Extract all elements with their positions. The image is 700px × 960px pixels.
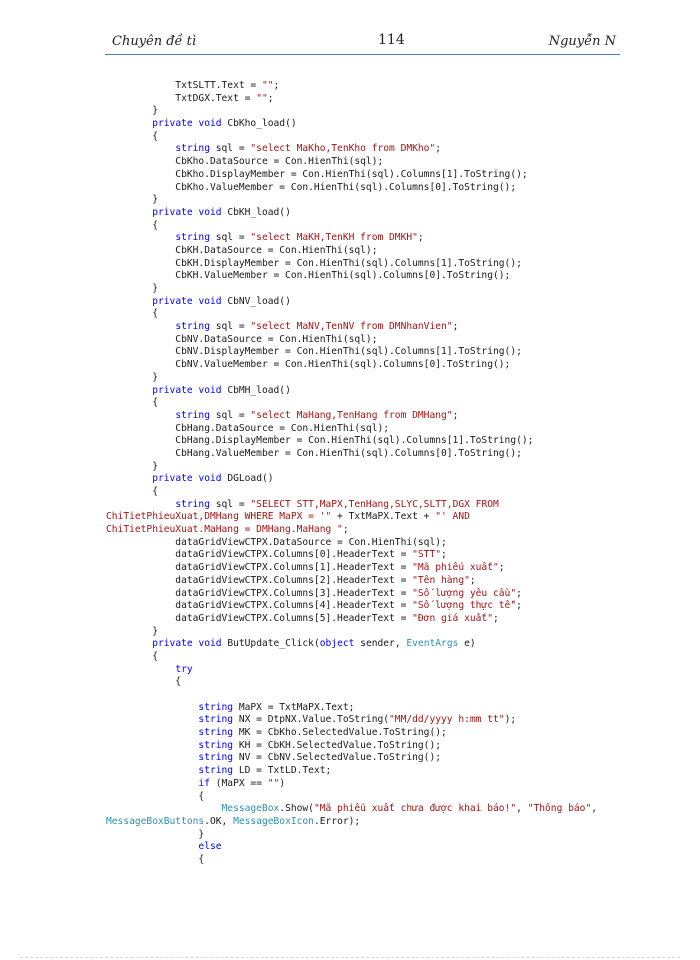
header-author-right: Nguyễn N [548, 34, 616, 49]
code-line [106, 829, 636, 842]
code-token: ; [469, 574, 476, 586]
code-token: if [198, 777, 210, 789]
code-line [106, 600, 636, 613]
code-token: void [198, 473, 222, 485]
code-token [106, 499, 175, 510]
code-listing [106, 80, 636, 867]
code-line [106, 549, 636, 562]
code-token [106, 118, 152, 129]
code-token: CbKho_load() [221, 118, 297, 130]
code-token: ; [452, 409, 459, 421]
code-line [106, 499, 636, 512]
code-token: "" [261, 80, 274, 91]
code-token: } [106, 828, 205, 840]
code-token: sql = [209, 409, 251, 421]
code-token [106, 702, 198, 713]
code-token: ; [273, 80, 280, 91]
code-line [106, 232, 636, 245]
code-token [106, 321, 175, 332]
code-token: } [106, 194, 158, 206]
code-token: + TxtMaPX.Text + [331, 511, 436, 523]
code-token: ButUpdate_Click( [221, 638, 320, 650]
code-token: sql = [209, 498, 251, 510]
code-line [106, 626, 636, 639]
code-token: private [152, 638, 193, 650]
code-token: ) [279, 777, 286, 789]
code-token: { [106, 130, 158, 142]
code-line [106, 105, 636, 118]
code-line [106, 194, 636, 207]
code-line [106, 169, 636, 182]
code-token: dataGridViewCTPX.DataSource = Con.HienThi(sql); [106, 536, 447, 548]
code-token: else [198, 841, 222, 853]
code-line [106, 588, 636, 601]
code-token: CbNV.DisplayMember = Con.HienThi(sql).Columns[1].ToString(); [106, 346, 522, 358]
code-token: { [106, 650, 158, 662]
code-line [106, 131, 636, 144]
code-line [106, 143, 636, 156]
code-token: "select MaNV,TenNV from DMNhanVien" [250, 321, 453, 333]
code-token: MK = CbKho.SelectedValue.ToString(); [233, 727, 447, 739]
code-line [106, 651, 636, 664]
code-token: "select MaKho,TenKho from DMKho" [250, 143, 436, 155]
code-line [106, 752, 636, 765]
code-line [106, 156, 636, 169]
code-token: CbKH_load() [221, 206, 291, 218]
code-token: TxtSLTT.Text = [106, 80, 262, 91]
code-token: "select MaKH,TenKH from DMKH" [250, 232, 418, 244]
code-line [106, 727, 636, 740]
code-token: try [175, 663, 193, 675]
code-token: { [106, 790, 205, 802]
code-token: "STT" [412, 549, 442, 561]
code-token: .Show( [279, 803, 314, 815]
code-token: void [198, 118, 222, 130]
code-token: void [198, 295, 222, 307]
code-line [106, 854, 636, 867]
code-token: dataGridViewCTPX.Columns[2].HeaderText = [106, 574, 413, 586]
code-token: ; [516, 587, 522, 599]
code-line [106, 321, 636, 334]
code-token: TxtDGX.Text = [106, 92, 257, 104]
code-token [106, 765, 198, 776]
code-line [106, 511, 636, 524]
code-token: CbKho.DisplayMember = Con.HienThi(sql).Columns[1].ToString(); [106, 168, 528, 180]
code-line [106, 245, 636, 258]
code-token: ChiTietPhieuXuat,DMHang WHERE MaPX = '" [106, 511, 332, 523]
code-line [106, 689, 636, 702]
code-line [106, 207, 636, 220]
code-token [106, 207, 152, 218]
code-token: CbKH.ValueMember = Con.HienThi(sql).Columns[0].ToString(); [106, 270, 511, 282]
code-token: { [106, 853, 205, 865]
code-token: ; [516, 600, 522, 612]
code-token: "" [256, 92, 268, 104]
code-line [106, 385, 636, 398]
code-token [106, 385, 152, 396]
code-token: { [106, 308, 158, 320]
code-token: void [198, 384, 222, 396]
code-token: void [198, 638, 222, 650]
code-token: string [175, 321, 210, 333]
code-token: ; [441, 549, 447, 561]
code-line [106, 93, 636, 106]
code-token: EventArgs [406, 638, 459, 650]
code-line [106, 258, 636, 271]
code-token: ; [435, 143, 442, 155]
code-token: } [106, 283, 158, 294]
code-token [106, 296, 152, 307]
code-line [106, 841, 636, 854]
code-token: CbHang.ValueMember = Con.HienThi(sql).Columns[0].ToString(); [106, 447, 522, 459]
code-token: { [106, 219, 158, 231]
code-token: string [198, 765, 234, 777]
code-token: , [591, 803, 598, 815]
code-token: string [175, 232, 210, 244]
code-token [106, 714, 198, 725]
code-token: KH = CbKH.SelectedValue.ToString(); [233, 739, 442, 751]
code-token: ; [452, 321, 459, 333]
code-line [106, 765, 636, 778]
code-line [106, 702, 636, 715]
code-token: dataGridViewCTPX.Columns[3].HeaderText = [106, 587, 413, 599]
code-token: .OK, [204, 815, 234, 827]
code-token: string [175, 498, 210, 510]
code-token: "" [267, 777, 280, 789]
code-token: string [175, 143, 210, 155]
code-token: string [198, 752, 234, 764]
header-title-left: Chuyên đề tì [112, 34, 197, 49]
code-token: "' AND [435, 511, 470, 523]
code-token: CbNV.ValueMember = Con.HienThi(sql).Columns[0].ToString(); [106, 359, 511, 371]
code-token: private [152, 473, 193, 485]
code-line [106, 423, 636, 436]
code-line [106, 664, 636, 677]
code-token: sql = [209, 232, 251, 244]
code-token: "MM/dd/yyyy h:mm tt" [389, 714, 505, 726]
code-token: CbKH.DisplayMember = Con.HienThi(sql).Columns[1].ToString(); [106, 257, 522, 269]
code-token: (MaPX == [209, 777, 268, 789]
code-token: string [198, 714, 234, 726]
code-token: } [106, 105, 158, 117]
code-token: CbKho.ValueMember = Con.HienThi(sql).Columns[0].ToString(); [106, 181, 517, 193]
code-token: sql = [209, 143, 251, 155]
code-line [106, 562, 636, 575]
code-token: CbNV_load() [221, 295, 291, 307]
code-token: private [152, 206, 193, 218]
code-line [106, 410, 636, 423]
code-token [106, 740, 198, 751]
code-line [106, 80, 636, 93]
code-token: "Tên hàng" [412, 574, 470, 586]
code-token: ; [342, 524, 349, 536]
code-line [106, 448, 636, 461]
code-token [106, 778, 198, 789]
code-token: } [106, 460, 158, 472]
code-token: { [106, 397, 158, 409]
code-line [106, 334, 636, 347]
code-token: string [198, 739, 234, 751]
code-line [106, 803, 636, 816]
code-token: string [198, 701, 234, 713]
code-token: "SELECT STT,MaPX,TenHang,SLYC,SLTT,DGX FROM [250, 498, 499, 510]
code-line [106, 473, 636, 486]
code-line [106, 816, 636, 829]
code-line [106, 118, 636, 131]
code-token: dataGridViewCTPX.Columns[0].HeaderText = [106, 549, 413, 561]
code-token: DGLoad() [221, 473, 274, 485]
code-token: } [106, 371, 158, 383]
code-line [106, 676, 636, 689]
code-token: LD = TxtLD.Text; [233, 765, 332, 777]
code-token: CbNV.DataSource = Con.HienThi(sql); [106, 333, 378, 345]
header-divider [105, 54, 620, 55]
code-token: sql = [209, 321, 251, 333]
page-header [0, 30, 700, 58]
code-line [106, 575, 636, 588]
code-line [106, 182, 636, 195]
code-token [106, 664, 175, 675]
code-line [106, 372, 636, 385]
code-token: private [152, 384, 193, 396]
code-token: string [175, 409, 210, 421]
code-token [106, 232, 175, 243]
code-line [106, 537, 636, 550]
code-token: "Số lượng yêu cầu" [412, 587, 517, 599]
code-token [106, 727, 198, 738]
code-token: dataGridViewCTPX.Columns[4].HeaderText = [106, 600, 413, 612]
code-token: , [516, 803, 528, 815]
code-line [106, 308, 636, 321]
code-line [106, 397, 636, 410]
code-line [106, 486, 636, 499]
code-token [106, 752, 198, 763]
page-number: 114 [378, 32, 405, 48]
code-line [106, 638, 636, 651]
code-token: object [319, 638, 355, 650]
code-token [106, 841, 198, 852]
code-line [106, 613, 636, 626]
code-line [106, 435, 636, 448]
code-token [106, 410, 175, 421]
code-line [106, 296, 636, 309]
code-token: "Đơn giá xuất" [412, 612, 493, 624]
code-token: private [152, 295, 193, 307]
code-token: NX = DtpNX.Value.ToString( [233, 714, 390, 726]
code-token [106, 473, 152, 484]
code-token: MessageBoxButtons [106, 815, 205, 827]
code-token: { [106, 676, 182, 688]
code-token: CbHang.DisplayMember = Con.HienThi(sql).Columns[1].ToString(); [106, 435, 534, 447]
code-token: CbKH.DataSource = Con.HienThi(sql); [106, 244, 378, 256]
code-token: e) [458, 638, 476, 650]
code-token: .Error); [313, 815, 361, 827]
code-token: NV = CbNV.SelectedValue.ToString(); [233, 752, 442, 764]
code-line [106, 270, 636, 283]
code-token: string [198, 727, 234, 739]
code-token: "Thông báo" [527, 803, 592, 815]
code-token: dataGridViewCTPX.Columns[5].HeaderText = [106, 612, 413, 624]
code-token: ; [267, 92, 274, 104]
code-token [106, 638, 152, 649]
code-token: ; [498, 562, 505, 574]
code-token: CbHang.DataSource = Con.HienThi(sql); [106, 422, 390, 434]
code-line [106, 220, 636, 233]
code-token: ; [417, 232, 424, 244]
code-token: ChiTietPhieuXuat.MaHang = DMHang.MaHang " [106, 524, 343, 536]
code-line [106, 359, 636, 372]
page-bottom-edge [20, 957, 680, 958]
code-token: CbMH_load() [221, 384, 291, 396]
code-token: sender, [354, 638, 407, 650]
code-token: CbKho.DataSource = Con.HienThi(sql); [106, 156, 384, 168]
code-line [106, 778, 636, 791]
code-token: } [106, 625, 158, 637]
code-line [106, 346, 636, 359]
code-token: void [198, 206, 222, 218]
code-token: ; [493, 612, 499, 624]
code-line [106, 283, 636, 296]
code-token: ); [504, 714, 517, 726]
code-token: "Số lượng thực tế" [412, 600, 517, 612]
code-token: MaPX = TxtMaPX.Text; [233, 701, 355, 713]
code-token: MessageBox [221, 803, 280, 815]
code-token: private [152, 118, 193, 130]
code-line [106, 791, 636, 804]
code-token: "select MaHang,TenHang from DMHang" [250, 409, 453, 421]
code-token: "Mã phiếu xuất chưa được khai báo!" [313, 803, 517, 815]
code-line [106, 714, 636, 727]
code-line [106, 461, 636, 474]
code-token: dataGridViewCTPX.Columns[1].HeaderText = [106, 562, 413, 574]
code-token [106, 803, 222, 814]
code-line [106, 524, 636, 537]
code-line [106, 740, 636, 753]
code-token: "Mã phiếu xuất" [412, 562, 499, 574]
code-token [106, 143, 175, 154]
code-token: MessageBoxIcon [233, 815, 314, 827]
code-token: { [106, 486, 158, 497]
